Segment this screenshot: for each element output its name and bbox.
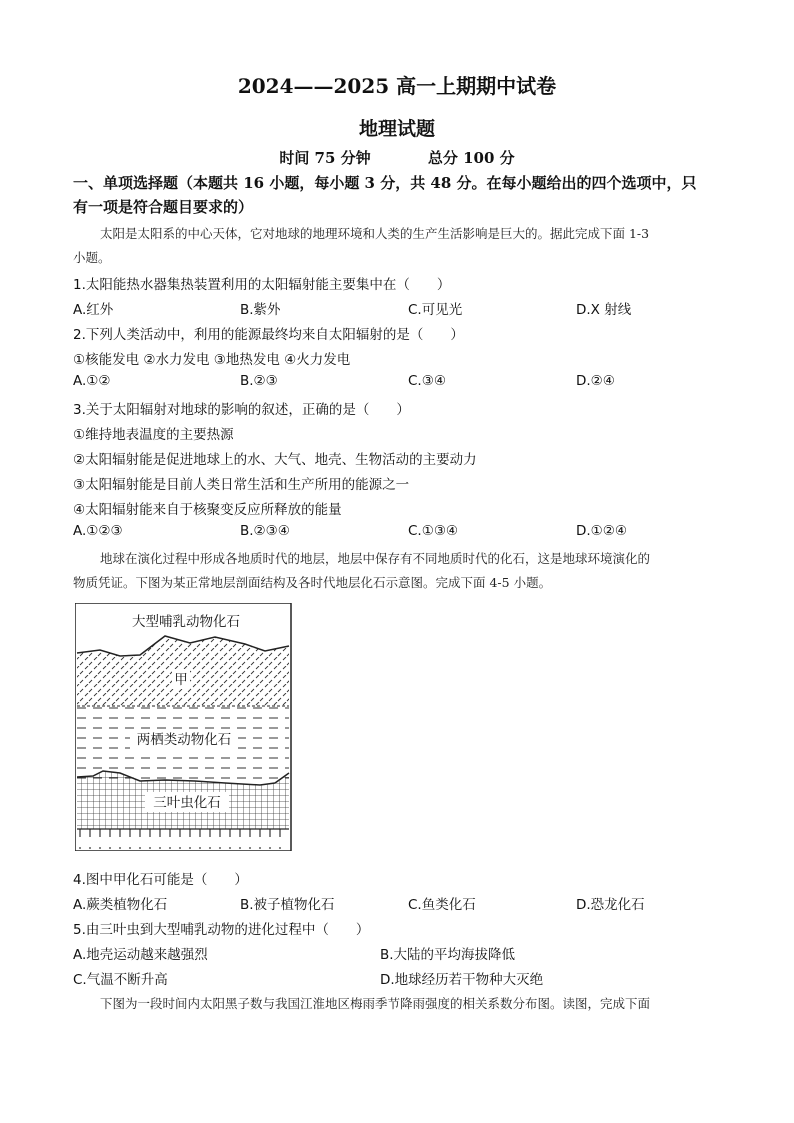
intro2-line2: 物质凭证。下图为某正常地层剖面结构及各时代地层化石示意图。完成下面 4-5 小题。	[73, 575, 552, 590]
q1-stem: 1.太阳能热水器集热装置利用的太阳辐射能主要集中在（ ）	[73, 277, 451, 293]
subject-title: 地理试题	[358, 118, 435, 140]
q3-option-a[interactable]: A.①②③	[73, 523, 123, 539]
exam-title: 2024——2025 高一上期期中试卷	[237, 74, 557, 98]
q4-option-a[interactable]: A.蕨类植物化石	[73, 897, 168, 913]
exam-info	[0, 147, 794, 168]
q3-stem: 3.关于太阳辐射对地球的影响的叙述，正确的是（ ）	[73, 402, 410, 418]
q1-option-b[interactable]: B.紫外	[240, 302, 281, 318]
q5-stem: 5.由三叶虫到大型哺乳动物的进化过程中（ ）	[73, 922, 370, 938]
q2-items: ①核能发电 ②水力发电 ③地热发电 ④火力发电	[73, 352, 351, 368]
label-mammal-fossil: 大型哺乳动物化石	[132, 614, 240, 630]
q3-item4: ④太阳辐射能来自于核聚变反应所释放的能量	[73, 502, 342, 518]
section-heading-line1: 一、单项选择题（本题共 16 小题，每小题 3 分，共 48 分。在每小题给出的四个选项中，只	[73, 174, 697, 192]
q5-option-c[interactable]: C.气温不断升高	[73, 972, 168, 988]
q1-option-a[interactable]: A.红外	[73, 302, 114, 318]
intro1-line2: 小题。	[73, 250, 111, 265]
q3-option-d[interactable]: D.①②④	[576, 523, 627, 539]
label-trilobite-fossil: 三叶虫化石	[153, 795, 221, 811]
q4-option-b[interactable]: B.被子植物化石	[240, 897, 335, 913]
q3-item2: ②太阳辐射能是促进地球上的水、大气、地壳、生物活动的主要动力	[73, 452, 477, 468]
q5-option-a[interactable]: A.地壳运动越来越强烈	[73, 947, 208, 963]
q4-option-d[interactable]: D.恐龙化石	[576, 897, 645, 913]
label-jia: 甲	[174, 672, 188, 688]
q1-option-c[interactable]: C.可见光	[408, 302, 463, 318]
q2-option-c[interactable]: C.③④	[408, 373, 446, 389]
q4-option-c[interactable]: C.鱼类化石	[408, 897, 476, 913]
q5-option-d[interactable]: D.地球经历若干物种大灭绝	[380, 972, 544, 988]
q2-option-a[interactable]: A.①②	[73, 373, 111, 389]
intro2-line1: 地球在演化过程中形成各地质时代的地层，地层中保存有不同地质时代的化石，这是地球环境演化的	[100, 551, 651, 566]
intro3-line1: 下图为一段时间内太阳黑子数与我国江淮地区梅雨季节降雨强度的相关系数分布图。读图，完成下面	[100, 996, 651, 1011]
q1-option-d[interactable]: D.X 射线	[576, 302, 632, 318]
strata-diagram	[75, 603, 295, 851]
exam-score: 总分 100 分	[427, 149, 515, 167]
q4-stem: 4.图中甲化石可能是（ ）	[73, 872, 248, 888]
section-heading-line2: 有一项是符合题目要求的）	[73, 198, 254, 216]
q2-stem: 2.下列人类活动中，利用的能源最终均来自太阳辐射的是（ ）	[73, 327, 464, 343]
intro1-line1: 太阳是太阳系的中心天体，它对地球的地理环境和人类的生产生活影响是巨大的。据此完成下面 1-3	[100, 226, 650, 241]
q3-option-b[interactable]: B.②③④	[240, 523, 290, 539]
q3-option-c[interactable]: C.①③④	[408, 523, 459, 539]
layer-bedrock-fill	[77, 829, 289, 849]
label-amphibian-fossil: 两栖类动物化石	[136, 732, 232, 748]
q5-option-b[interactable]: B.大陆的平均海拔降低	[380, 947, 516, 963]
q3-item3: ③太阳辐射能是目前人类日常生活和生产所用的能源之一	[73, 477, 410, 493]
q2-option-b[interactable]: B.②③	[240, 373, 278, 389]
exam-time: 时间 75 分钟	[279, 149, 371, 167]
q3-item1: ①维持地表温度的主要热源	[73, 427, 234, 443]
q2-option-d[interactable]: D.②④	[576, 373, 615, 389]
